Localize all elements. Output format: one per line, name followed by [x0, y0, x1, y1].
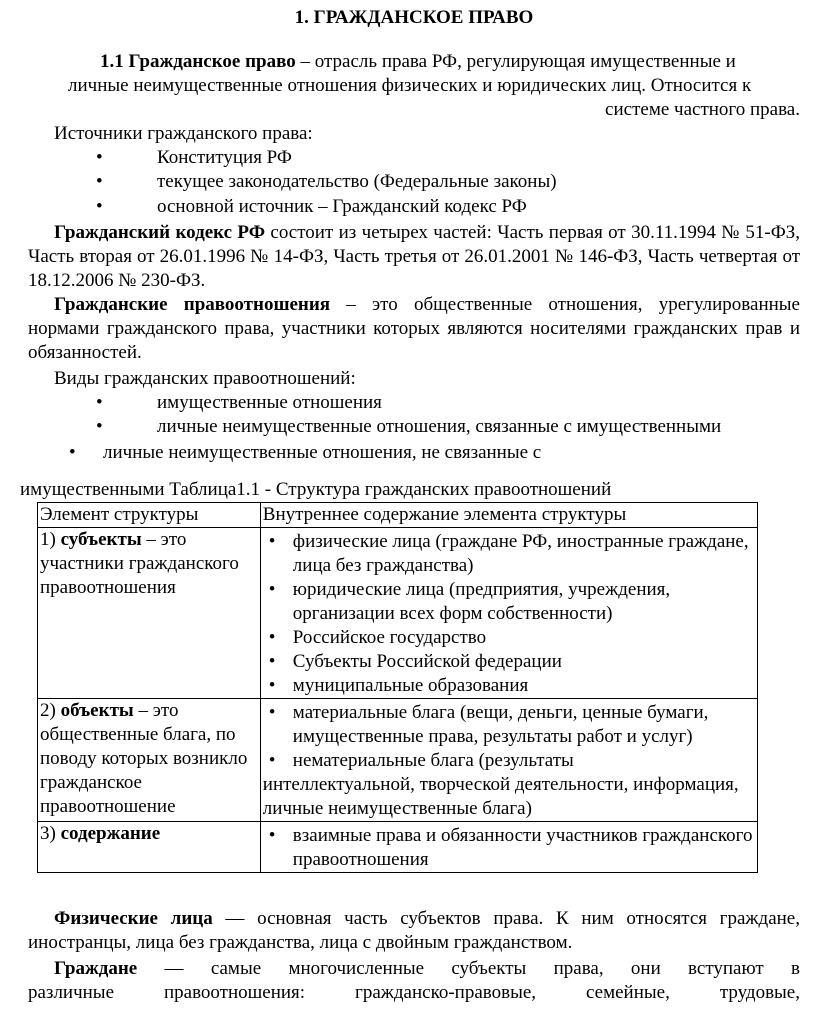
intro-term: 1.1 Гражданское право	[100, 51, 296, 72]
table-cell-content	[260, 699, 757, 822]
bullet-icon: •	[268, 651, 276, 672]
bullet-icon: •	[96, 392, 103, 413]
intro-text-1: – отрасль права РФ, регулирующая имущественные и	[295, 51, 736, 72]
list-item: • материальные блага (вещи, деньги, ценные бумаги, имущественные права, результаты работ и услуг)	[268, 702, 709, 747]
structure-table	[37, 502, 758, 873]
subjects-list	[263, 528, 755, 698]
list-item-continuation: интеллектуальной, творческой деятельности, информация, личные неимущественные блага)	[262, 774, 739, 819]
table-row	[38, 822, 758, 873]
table-cell-element: 1) субъекты – это участники гражданского правоотношения	[38, 528, 261, 699]
list-item: • взаимные права и обязанности участников гражданского правоотношения	[268, 825, 753, 870]
bullet-icon: •	[268, 675, 276, 696]
table-row	[38, 528, 758, 699]
table-caption: имущественными Таблица1.1 - Структура гражданских правоотношений	[20, 479, 612, 500]
page-title: 1. ГРАЖДАНСКОЕ ПРАВО	[294, 7, 534, 28]
table-row	[38, 699, 758, 822]
table-cell-element: 3) содержание	[38, 822, 261, 873]
bullet-icon: •	[96, 147, 103, 168]
bullet-icon: •	[69, 442, 76, 463]
kinds-list	[28, 391, 800, 465]
table-header-cell: Внутреннее содержание элемента структуры	[260, 503, 757, 528]
relations-term: Гражданские правоотношения	[54, 294, 331, 315]
list-item: • юридические лица (предприятия, учреждения, организации всех форм собственности)	[268, 579, 671, 624]
table-header-row	[38, 503, 758, 528]
bullet-icon: •	[268, 627, 276, 648]
sources-heading: Источники гражданского права:	[54, 123, 313, 144]
document-page	[20, 6, 800, 1005]
citizens-paragraph: Граждане — самые многочисленные субъекты права, они вступают в	[54, 958, 800, 979]
list-item: • муниципальные образования	[268, 675, 529, 696]
relations-paragraph: Гражданские правоотношения – это общественные отношения, урегулированные нормами гражданского права, участники которых являются носителями гражданских прав и обязанностей.	[28, 294, 800, 363]
physical-paragraph: Физические лица — основная часть субъектов права. К ним относятся граждане, иностранцы, лица без гражданства, лица с двойным гражданством.	[28, 908, 800, 953]
code-term: Гражданский кодекс РФ	[54, 222, 266, 243]
list-item: • Субъекты Российской федерации	[268, 651, 562, 672]
bullet-icon: •	[268, 531, 276, 552]
intro-line-3: системе частного права.	[605, 99, 800, 120]
list-item: • текущее законодательство (Федеральные законы)	[96, 171, 557, 192]
content-list	[263, 822, 755, 872]
table-cell-element: 2) объекты – это общественные блага, по поводу которых возникло гражданское правоотношение	[38, 699, 261, 822]
objects-list	[263, 699, 755, 749]
kinds-heading: Виды гражданских правоотношений:	[54, 368, 356, 389]
physical-term: Физические лица	[54, 908, 213, 929]
table-header-cell: Элемент структуры	[38, 503, 261, 528]
bullet-icon: •	[96, 416, 103, 437]
table-cell-content	[260, 822, 757, 873]
sources-list	[28, 146, 800, 219]
list-item: • Конституция РФ	[96, 147, 292, 168]
table-cell-content	[260, 528, 757, 699]
bullet-icon: •	[268, 702, 276, 723]
list-item: • имущественные отношения	[96, 392, 382, 413]
list-item: • физические лица (граждане РФ, иностранные граждане, лица без гражданства)	[268, 531, 749, 576]
bullet-icon: •	[268, 825, 276, 846]
citizens-term: Граждане	[54, 958, 138, 979]
code-paragraph: Гражданский кодекс РФ состоит из четырех частей: Часть первая от 30.11.1994 № 51-ФЗ, Часть вторая от 26.01.1996 № 14-ФЗ, Часть третья от 26.01.2001 № 146-ФЗ, Часть четвертая от 18.12.2006 № 230-ФЗ.	[28, 222, 800, 291]
list-item: • личные неимущественные отношения, не связанные с	[69, 442, 542, 463]
list-item: • нематериальные блага (результаты	[268, 750, 574, 771]
list-item: • личные неимущественные отношения, связанные с имущественными	[96, 416, 722, 437]
bullet-icon: •	[96, 171, 103, 192]
citizens-line-2: различные правоотношения: гражданско-правовые, семейные, трудовые,	[28, 982, 800, 1003]
intro-paragraph	[28, 50, 800, 74]
bullet-icon: •	[268, 750, 276, 771]
intro-line-2: личные неимущественные отношения физических и юридических лиц. Относится к	[68, 75, 752, 96]
bullet-icon: •	[96, 196, 103, 217]
list-item: • Российское государство	[268, 627, 487, 648]
bullet-icon: •	[268, 579, 276, 600]
list-item: • основной источник – Гражданский кодекс РФ	[96, 196, 527, 217]
